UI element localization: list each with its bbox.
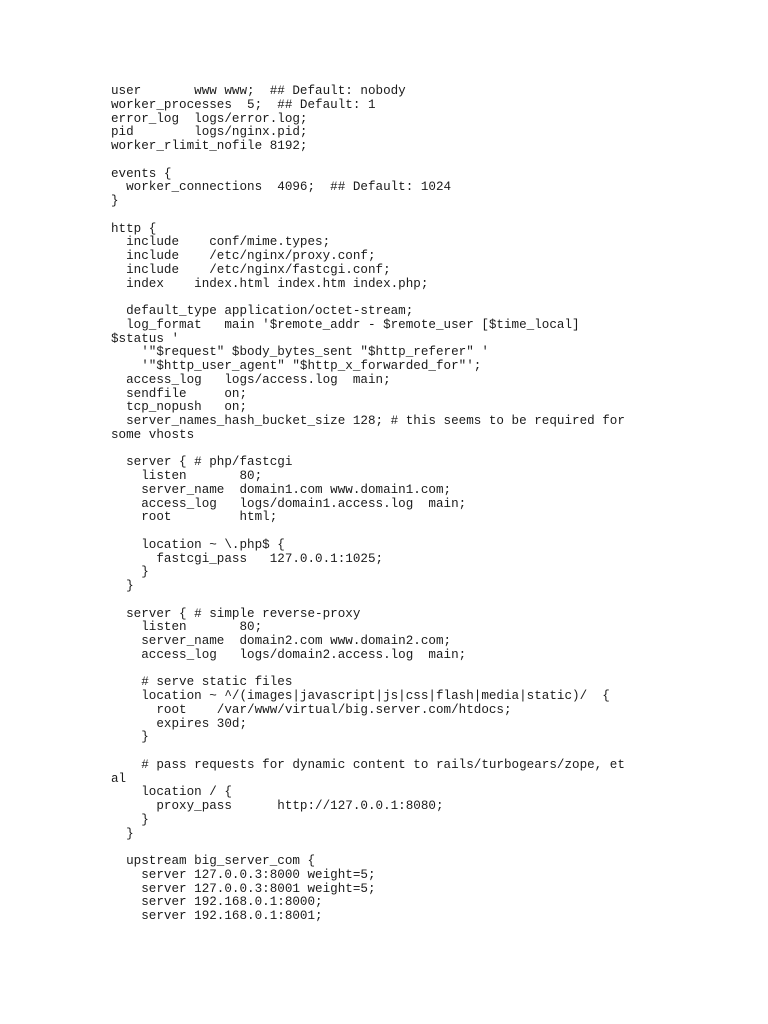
config-line: server_name domain1.com www.domain1.com; <box>111 482 452 497</box>
config-line <box>111 525 751 539</box>
config-line <box>111 291 751 305</box>
config-line <box>111 443 751 457</box>
config-line: include /etc/nginx/proxy.conf; <box>111 249 376 263</box>
config-line: index index.html index.htm index.php; <box>111 276 429 291</box>
config-line: worker_rlimit_nofile 8192; <box>111 139 308 153</box>
config-line: location ~ \.php$ { <box>111 537 285 552</box>
config-line: root html; <box>111 510 278 525</box>
config-line: include conf/mime.types; <box>111 235 331 250</box>
config-line: events { <box>111 166 172 181</box>
config-line: proxy_pass http://127.0.0.1:8080; <box>111 799 444 813</box>
config-line: fastcgi_pass 127.0.0.1:1025; <box>111 551 384 566</box>
config-line: upstream big_server_com { <box>111 854 316 868</box>
config-line: } <box>111 565 149 580</box>
config-line: root /var/www/virtual/big.server.com/htdocs; <box>111 702 512 717</box>
config-line <box>111 154 751 168</box>
config-line: server_names_hash_bucket_size 128; # this seems to be required for <box>111 414 625 428</box>
config-line: server 127.0.0.3:8000 weight=5; <box>111 867 376 882</box>
config-line: } <box>111 194 119 208</box>
config-line: pid logs/nginx.pid; <box>111 125 308 140</box>
config-line: http { <box>111 221 157 236</box>
config-line: sendfile on; <box>111 386 248 401</box>
config-line: } <box>111 579 134 593</box>
config-line: worker_processes 5; ## Default: 1 <box>111 97 376 112</box>
config-line: include /etc/nginx/fastcgi.conf; <box>111 262 391 277</box>
config-line: location ~ ^/(images|javascript|js|css|flash|media|static)/ { <box>111 689 610 703</box>
config-line: al <box>111 771 127 786</box>
config-line: some vhosts <box>111 427 195 442</box>
config-line: server 192.168.0.1:8000; <box>111 895 323 910</box>
config-line: access_log logs/domain2.access.log main; <box>111 647 467 662</box>
config-line: server 127.0.0.3:8001 weight=5; <box>111 881 376 896</box>
config-line: listen 80; <box>111 620 263 635</box>
config-line: server_name domain2.com www.domain2.com; <box>111 634 452 648</box>
config-line: default_type application/octet-stream; <box>111 304 414 318</box>
config-line: location / { <box>111 785 232 800</box>
config-line: log_format main '$remote_addr - $remote_user [$time_local] <box>111 317 580 332</box>
config-line <box>111 841 751 855</box>
config-line <box>111 594 751 608</box>
config-line: server 192.168.0.1:8001; <box>111 909 323 923</box>
nginx-config-text <box>111 85 751 924</box>
config-line: access_log logs/domain1.access.log main; <box>111 496 467 511</box>
config-line: '"$request" $body_bytes_sent "$http_referer" ' <box>111 345 489 360</box>
config-line: # serve static files <box>111 675 293 690</box>
config-line: expires 30d; <box>111 716 248 731</box>
config-line: # pass requests for dynamic content to rails/turbogears/zope, et <box>111 757 625 772</box>
config-line <box>111 209 751 223</box>
config-line: error_log logs/error.log; <box>111 111 308 126</box>
config-line: access_log logs/access.log main; <box>111 372 391 387</box>
config-line: $status ' <box>111 331 180 346</box>
config-line: } <box>111 812 149 827</box>
config-line <box>111 745 751 759</box>
config-line: tcp_nopush on; <box>111 400 248 415</box>
config-line: } <box>111 730 149 745</box>
config-line: server { # simple reverse-proxy <box>111 606 361 621</box>
config-line: '"$http_user_agent" "$http_x_forwarded_for"'; <box>111 359 482 373</box>
config-line: worker_connections 4096; ## Default: 1024 <box>111 180 452 195</box>
config-line: user www www; ## Default: nobody <box>111 84 406 98</box>
config-line: server { # php/fastcgi <box>111 455 293 470</box>
config-line: listen 80; <box>111 469 263 483</box>
config-line <box>111 663 751 677</box>
config-line: } <box>111 826 134 841</box>
